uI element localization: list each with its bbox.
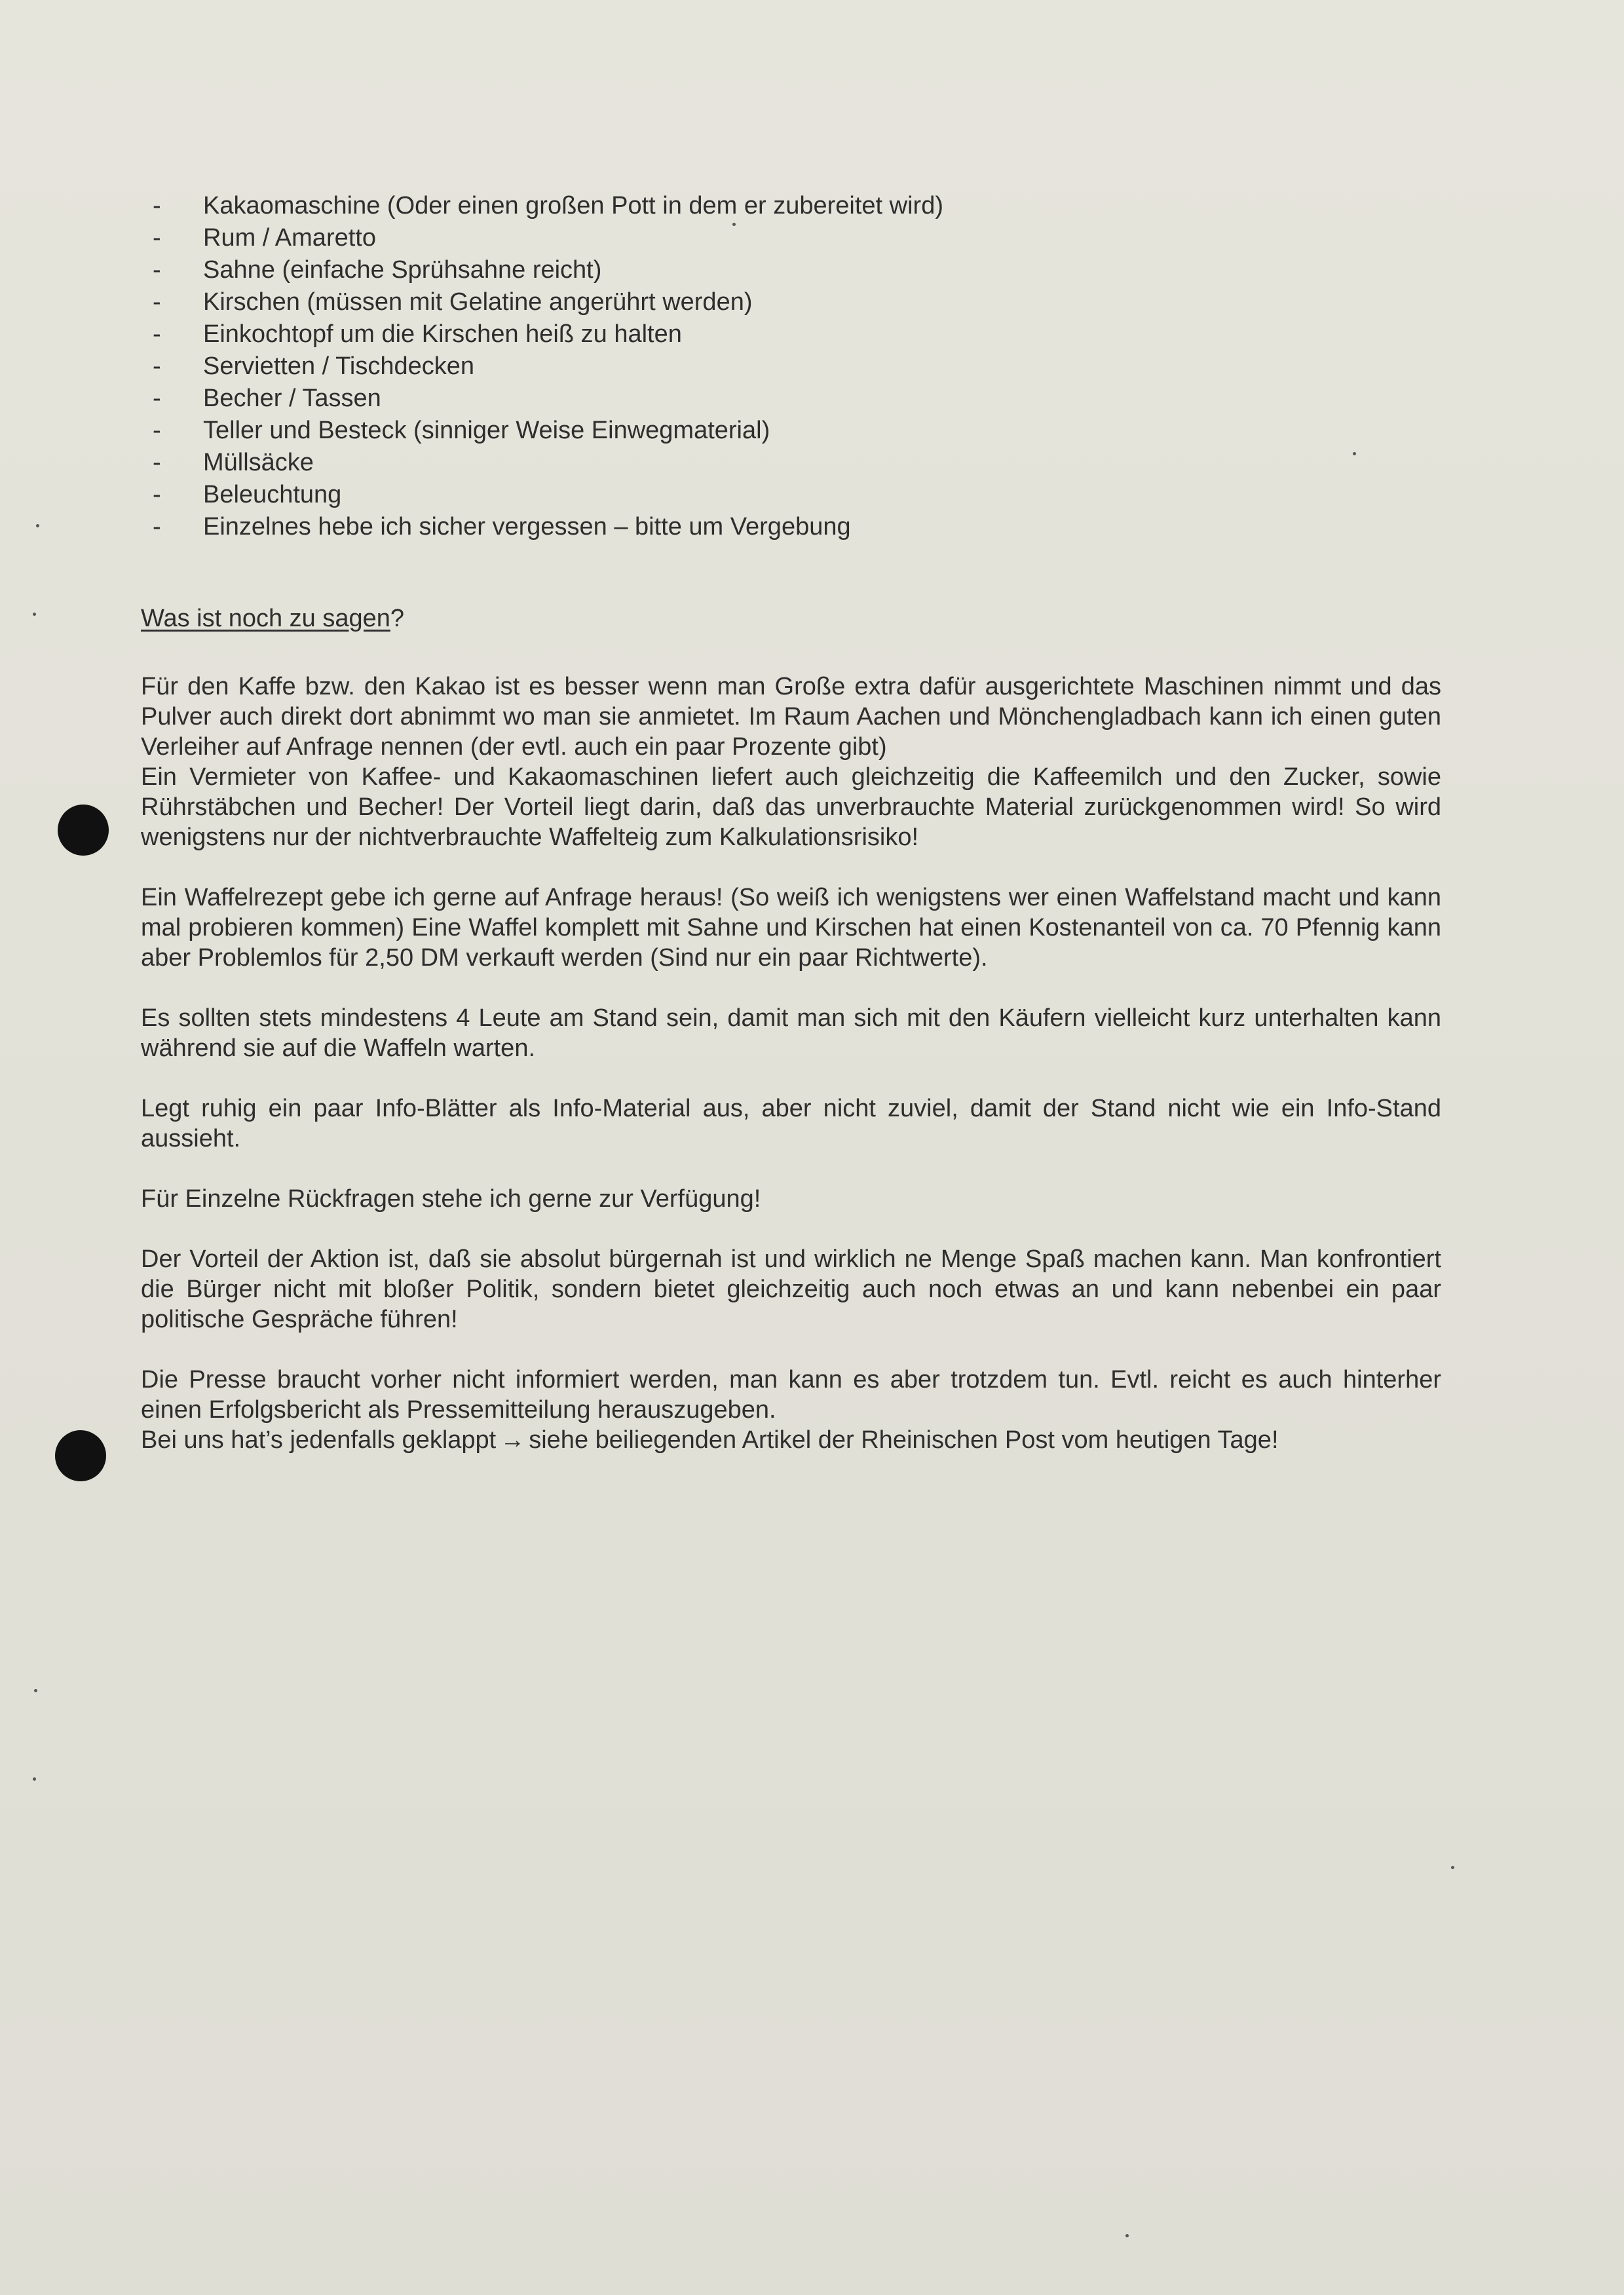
list-item-text: Kirschen (müssen mit Gelatine angerührt werden): [203, 288, 753, 316]
list-item: [141, 318, 1451, 351]
list-item: [141, 511, 1451, 543]
list-item-text: Sahne (einfache Sprühsahne reicht): [203, 256, 602, 284]
paragraph-rental: Ein Vermieter von Kaffee- und Kakaomaschinen liefert auch gleichzeitig die Kaffeemilch und den Zucker, sowie Rührstäbchen und Becher! Der Vorteil liegt darin, daß das unverbrauchte Material zurückgenommen wird! So wird wenigstens nur der nichtverbrauchte Waffelteig zum Kalkulationsrisiko!: [141, 763, 1441, 851]
document-content: [141, 190, 1451, 1485]
paragraph-machines: Für den Kaffe bzw. den Kakao ist es besser wenn man Große extra dafür ausgerichtete Maschinen nimmt und das Pulver auch direkt dort abnimmt wo man sie anmietet. Im Raum Aachen und Mönchengladbach kann ich einen guten Verleiher auf Anfrage nennen (der evtl. auch ein paar Prozente gibt): [141, 673, 1441, 761]
list-item: [141, 479, 1451, 511]
paragraph-press: Die Presse braucht vorher nicht informiert werden, man kann es aber trotzdem tun. Evtl. reicht es auch hinterher einen Erfolgsbericht als Pressemitteilung herauszugeben.: [141, 1366, 1441, 1424]
list-item-text: Müllsäcke: [203, 449, 314, 476]
list-dash: -: [153, 417, 161, 444]
paragraph-closing: [141, 1425, 1441, 1455]
punch-hole-lower: [55, 1430, 106, 1481]
list-dash: -: [153, 288, 161, 316]
list-item: [141, 190, 1451, 222]
list-item-text: Servietten / Tischdecken: [203, 352, 474, 380]
list-dash: -: [153, 352, 161, 380]
list-item: [141, 286, 1451, 318]
paper-speck: [33, 1777, 36, 1781]
list-dash: -: [153, 513, 161, 541]
list-dash: -: [153, 385, 161, 412]
list-item-text: Beleuchtung: [203, 481, 342, 508]
paragraph-staffing: Es sollten stets mindestens 4 Leute am Stand sein, damit man sich mit den Käufern vielleicht kurz unterhalten kann während sie auf die Waffeln warten.: [141, 1004, 1441, 1062]
list-dash: -: [153, 224, 161, 252]
list-item: [141, 254, 1451, 286]
list-dash: -: [153, 449, 161, 476]
paper-speck: [1451, 1866, 1454, 1869]
paper-speck: [33, 613, 36, 616]
closing-text-before: Bei uns hat’s jedenfalls geklappt: [141, 1426, 497, 1454]
section-heading-suffix: ?: [390, 605, 405, 632]
arrow-right-icon: →: [500, 1426, 525, 1454]
punch-hole-upper: [58, 805, 109, 856]
list-item-text: Rum / Amaretto: [203, 224, 376, 252]
list-item: [141, 383, 1451, 415]
list-item-text: Teller und Besteck (sinniger Weise Einwegmaterial): [203, 417, 770, 444]
list-dash: -: [153, 256, 161, 284]
paragraph-recipe: Ein Waffelrezept gebe ich gerne auf Anfrage heraus! (So weiß ich wenigstens wer einen Waffelstand macht und kann mal probieren kommen) Eine Waffel komplett mit Sahne und Kirschen hat einen Kostenanteil von ca. 70 Pfennig kann aber Problemlos für 2,50 DM verkauft werden (Sind nur ein paar Richtwerte).: [141, 884, 1441, 972]
list-dash: -: [153, 481, 161, 508]
section-heading-text: Was ist noch zu sagen: [141, 605, 390, 632]
list-item-text: Becher / Tassen: [203, 385, 381, 412]
closing-text-after: siehe beiliegenden Artikel der Rheinischen Post vom heutigen Tage!: [529, 1426, 1279, 1454]
supply-list: [141, 190, 1451, 543]
list-item: [141, 415, 1451, 447]
list-item-text: Einkochtopf um die Kirschen heiß zu halten: [203, 320, 682, 348]
paragraph-advantage: Der Vorteil der Aktion ist, daß sie absolut bürgernah ist und wirklich ne Menge Spaß machen kann. Man konfrontiert die Bürger nicht mit bloßer Politik, sondern bietet gleichzeitig auch noch etwas an und kann nebenbei ein paar politische Gespräche führen!: [141, 1245, 1441, 1333]
list-item-text: Einzelnes hebe ich sicher vergessen – bitte um Vergebung: [203, 513, 851, 541]
section-heading: [141, 603, 1451, 634]
paragraph-info-material: Legt ruhig ein paar Info-Blätter als Info-Material aus, aber nicht zuviel, damit der Stand nicht wie ein Info-Stand aussieht.: [141, 1095, 1441, 1152]
paper-speck: [1125, 2234, 1129, 2237]
paragraph-questions: Für Einzelne Rückfragen stehe ich gerne zur Verfügung!: [141, 1185, 761, 1213]
list-item-text: Kakaomaschine (Oder einen großen Pott in dem er zubereitet wird): [203, 192, 943, 219]
paper-speck: [36, 524, 39, 527]
list-item: [141, 447, 1451, 479]
list-dash: -: [153, 192, 161, 219]
list-dash: -: [153, 320, 161, 348]
list-item: [141, 222, 1451, 254]
paper-speck: [34, 1689, 37, 1692]
list-item: [141, 351, 1451, 383]
